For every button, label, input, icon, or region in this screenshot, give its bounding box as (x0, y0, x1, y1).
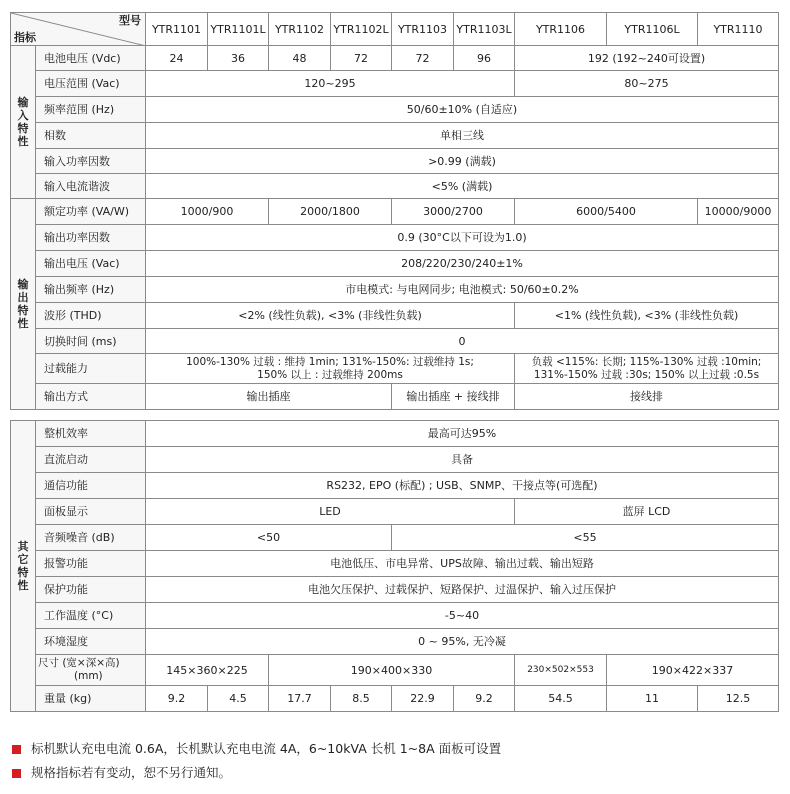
table-row (11, 499, 779, 525)
cell: -5~40 (146, 603, 779, 629)
row-label: 输出电压 (Vac) (36, 251, 146, 277)
row-label: 额定功率 (VA/W) (36, 199, 146, 225)
table-row (11, 421, 779, 447)
table-row (11, 277, 779, 303)
cell: 120~295 (146, 71, 515, 97)
cell: 11 (607, 686, 698, 712)
table-row (11, 71, 779, 97)
cell: <50 (146, 525, 392, 551)
category-label: 输 入 特 性 (17, 96, 29, 148)
model-header: YTR1101L (208, 13, 269, 46)
row-label: 音频噪音 (dB) (36, 525, 146, 551)
table-row (11, 603, 779, 629)
row-label: 波形 (THD) (36, 303, 146, 329)
table-row (11, 577, 779, 603)
row-label: 输出功率因数 (36, 225, 146, 251)
row-label: 相数 (36, 123, 146, 149)
cell: <55 (392, 525, 779, 551)
model-header: YTR1103L (454, 13, 515, 46)
cell: 0.9 (30°C以下可设为1.0) (146, 225, 779, 251)
cell: 72 (392, 46, 454, 71)
table-row (11, 629, 779, 655)
cell: 市电模式: 与电网同步; 电池模式: 50/60±0.2% (146, 277, 779, 303)
row-label-line: (mm) (74, 670, 103, 682)
row-label: 直流启动 (36, 447, 146, 473)
cell: 48 (269, 46, 331, 71)
table-row (11, 149, 779, 174)
index-label: 指标 (14, 31, 36, 44)
table-row (11, 655, 779, 686)
cell: 电池低压、市电异常、UPS故障、输出过载、输出短路 (146, 551, 779, 577)
cell: 9.2 (146, 686, 208, 712)
cell: 208/220/230/240±1% (146, 251, 779, 277)
cell: 8.5 (331, 686, 392, 712)
footnote-text: 规格指标若有变动，恕不另行通知。 (31, 765, 232, 780)
row-label: 过载能力 (36, 354, 146, 384)
cell: 145×360×225 (146, 655, 269, 686)
cell: RS232, EPO (标配) ; USB、SNMP、干接点等(可选配) (146, 473, 779, 499)
row-label: 电池电压 (Vdc) (36, 46, 146, 71)
table-row (11, 303, 779, 329)
cell: 190×422×337 (607, 655, 779, 686)
cell: <2% (线性负载), <3% (非线性负载) (146, 303, 515, 329)
cell: 17.7 (269, 686, 331, 712)
category-output (11, 199, 36, 410)
category-input (11, 46, 36, 199)
cell: 9.2 (454, 686, 515, 712)
cell: 接线排 (515, 384, 779, 410)
row-label: 环境湿度 (36, 629, 146, 655)
cell: >0.99 (满载) (146, 149, 779, 174)
cell: 0 (146, 329, 779, 354)
footnote (12, 737, 501, 761)
cell-line: 150% 以上 : 过载维持 200ms (257, 368, 403, 381)
cell: 72 (331, 46, 392, 71)
cell: 190×400×330 (269, 655, 515, 686)
cell: 50/60±10% (自适应) (146, 97, 779, 123)
bullet-square-icon (12, 769, 21, 778)
cell: 3000/2700 (392, 199, 515, 225)
cell: 22.9 (392, 686, 454, 712)
model-header: YTR1103 (392, 13, 454, 46)
row-label: 电压范围 (Vac) (36, 71, 146, 97)
row-label: 切换时间 (ms) (36, 329, 146, 354)
footnote (12, 761, 501, 785)
cell: <5% (满载) (146, 174, 779, 199)
row-label: 重量 (kg) (36, 686, 146, 712)
cell: 电池欠压保护、过载保护、短路保护、过温保护、输入过压保护 (146, 577, 779, 603)
model-header: YTR1101 (146, 13, 208, 46)
cell: 12.5 (698, 686, 779, 712)
table-row (11, 123, 779, 149)
row-label: 频率范围 (Hz) (36, 97, 146, 123)
model-header: YTR1102L (331, 13, 392, 46)
row-label: 保护功能 (36, 577, 146, 603)
table-row (11, 551, 779, 577)
cell: 230×502×553 (515, 655, 607, 686)
cell: 6000/5400 (515, 199, 698, 225)
table-row (11, 525, 779, 551)
cell: 0 ~ 95%, 无冷凝 (146, 629, 779, 655)
row-label: 输入电流谐波 (36, 174, 146, 199)
cell: 1000/900 (146, 199, 269, 225)
category-label: 输 出 特 性 (17, 278, 29, 330)
cell: 36 (208, 46, 269, 71)
table-row (11, 46, 779, 71)
table-row (11, 251, 779, 277)
section-gap (11, 410, 779, 421)
cell: <1% (线性负载), <3% (非线性负载) (515, 303, 779, 329)
cell: 蓝屏 LCD (515, 499, 779, 525)
cell: 2000/1800 (269, 199, 392, 225)
row-label: 报警功能 (36, 551, 146, 577)
cell-line: 100%-130% 过载 : 维持 1min; 131%-150%: 过载维持 1s; (186, 355, 474, 368)
cell: 80~275 (515, 71, 779, 97)
cell: 最高可达95% (146, 421, 779, 447)
cell: 4.5 (208, 686, 269, 712)
table-row (11, 329, 779, 354)
table-row (11, 686, 779, 712)
table-row (11, 384, 779, 410)
model-header: YTR1102 (269, 13, 331, 46)
corner-cell (11, 13, 146, 46)
table-row (11, 97, 779, 123)
model-header: YTR1110 (698, 13, 779, 46)
row-label: 整机效率 (36, 421, 146, 447)
header-row (11, 13, 779, 46)
cell: 单相三线 (146, 123, 779, 149)
spec-table (10, 12, 779, 712)
table-row (11, 354, 779, 384)
row-label: 输出方式 (36, 384, 146, 410)
cell (515, 354, 779, 384)
cell (146, 354, 515, 384)
cell-line: 131%-150% 过载 :30s; 150% 以上过载 :0.5s (533, 368, 760, 381)
cell: 96 (454, 46, 515, 71)
row-label-line: 尺寸 (宽×深×高) (38, 657, 120, 669)
row-label: 通信功能 (36, 473, 146, 499)
row-label: 面板显示 (36, 499, 146, 525)
cell-line: 负载 <115%: 长期; 115%-130% 过载 :10min; (531, 355, 762, 368)
row-label: 工作温度 (°C) (36, 603, 146, 629)
cell: 24 (146, 46, 208, 71)
model-label: 型号 (119, 14, 141, 27)
cell: 具备 (146, 447, 779, 473)
table-row (11, 174, 779, 199)
model-header: YTR1106 (515, 13, 607, 46)
bullet-square-icon (12, 745, 21, 754)
row-label: 输入功率因数 (36, 149, 146, 174)
table-row (11, 199, 779, 225)
row-label (36, 655, 146, 686)
footnote-text: 标机默认充电电流 0.6A，长机默认充电电流 4A，6~10kVA 长机 1~8A 面板可设置 (31, 741, 502, 756)
footnotes (12, 737, 501, 785)
cell: LED (146, 499, 515, 525)
table-row (11, 225, 779, 251)
row-label: 输出频率 (Hz) (36, 277, 146, 303)
category-other (11, 421, 36, 712)
model-header: YTR1106L (607, 13, 698, 46)
cell: 192 (192~240可设置) (515, 46, 779, 71)
table-row (11, 473, 779, 499)
cell: 输出插座 + 接线排 (392, 384, 515, 410)
cell: 输出插座 (146, 384, 392, 410)
cell: 10000/9000 (698, 199, 779, 225)
table-row (11, 447, 779, 473)
category-label: 其 它 特 性 (17, 540, 29, 592)
cell: 54.5 (515, 686, 607, 712)
